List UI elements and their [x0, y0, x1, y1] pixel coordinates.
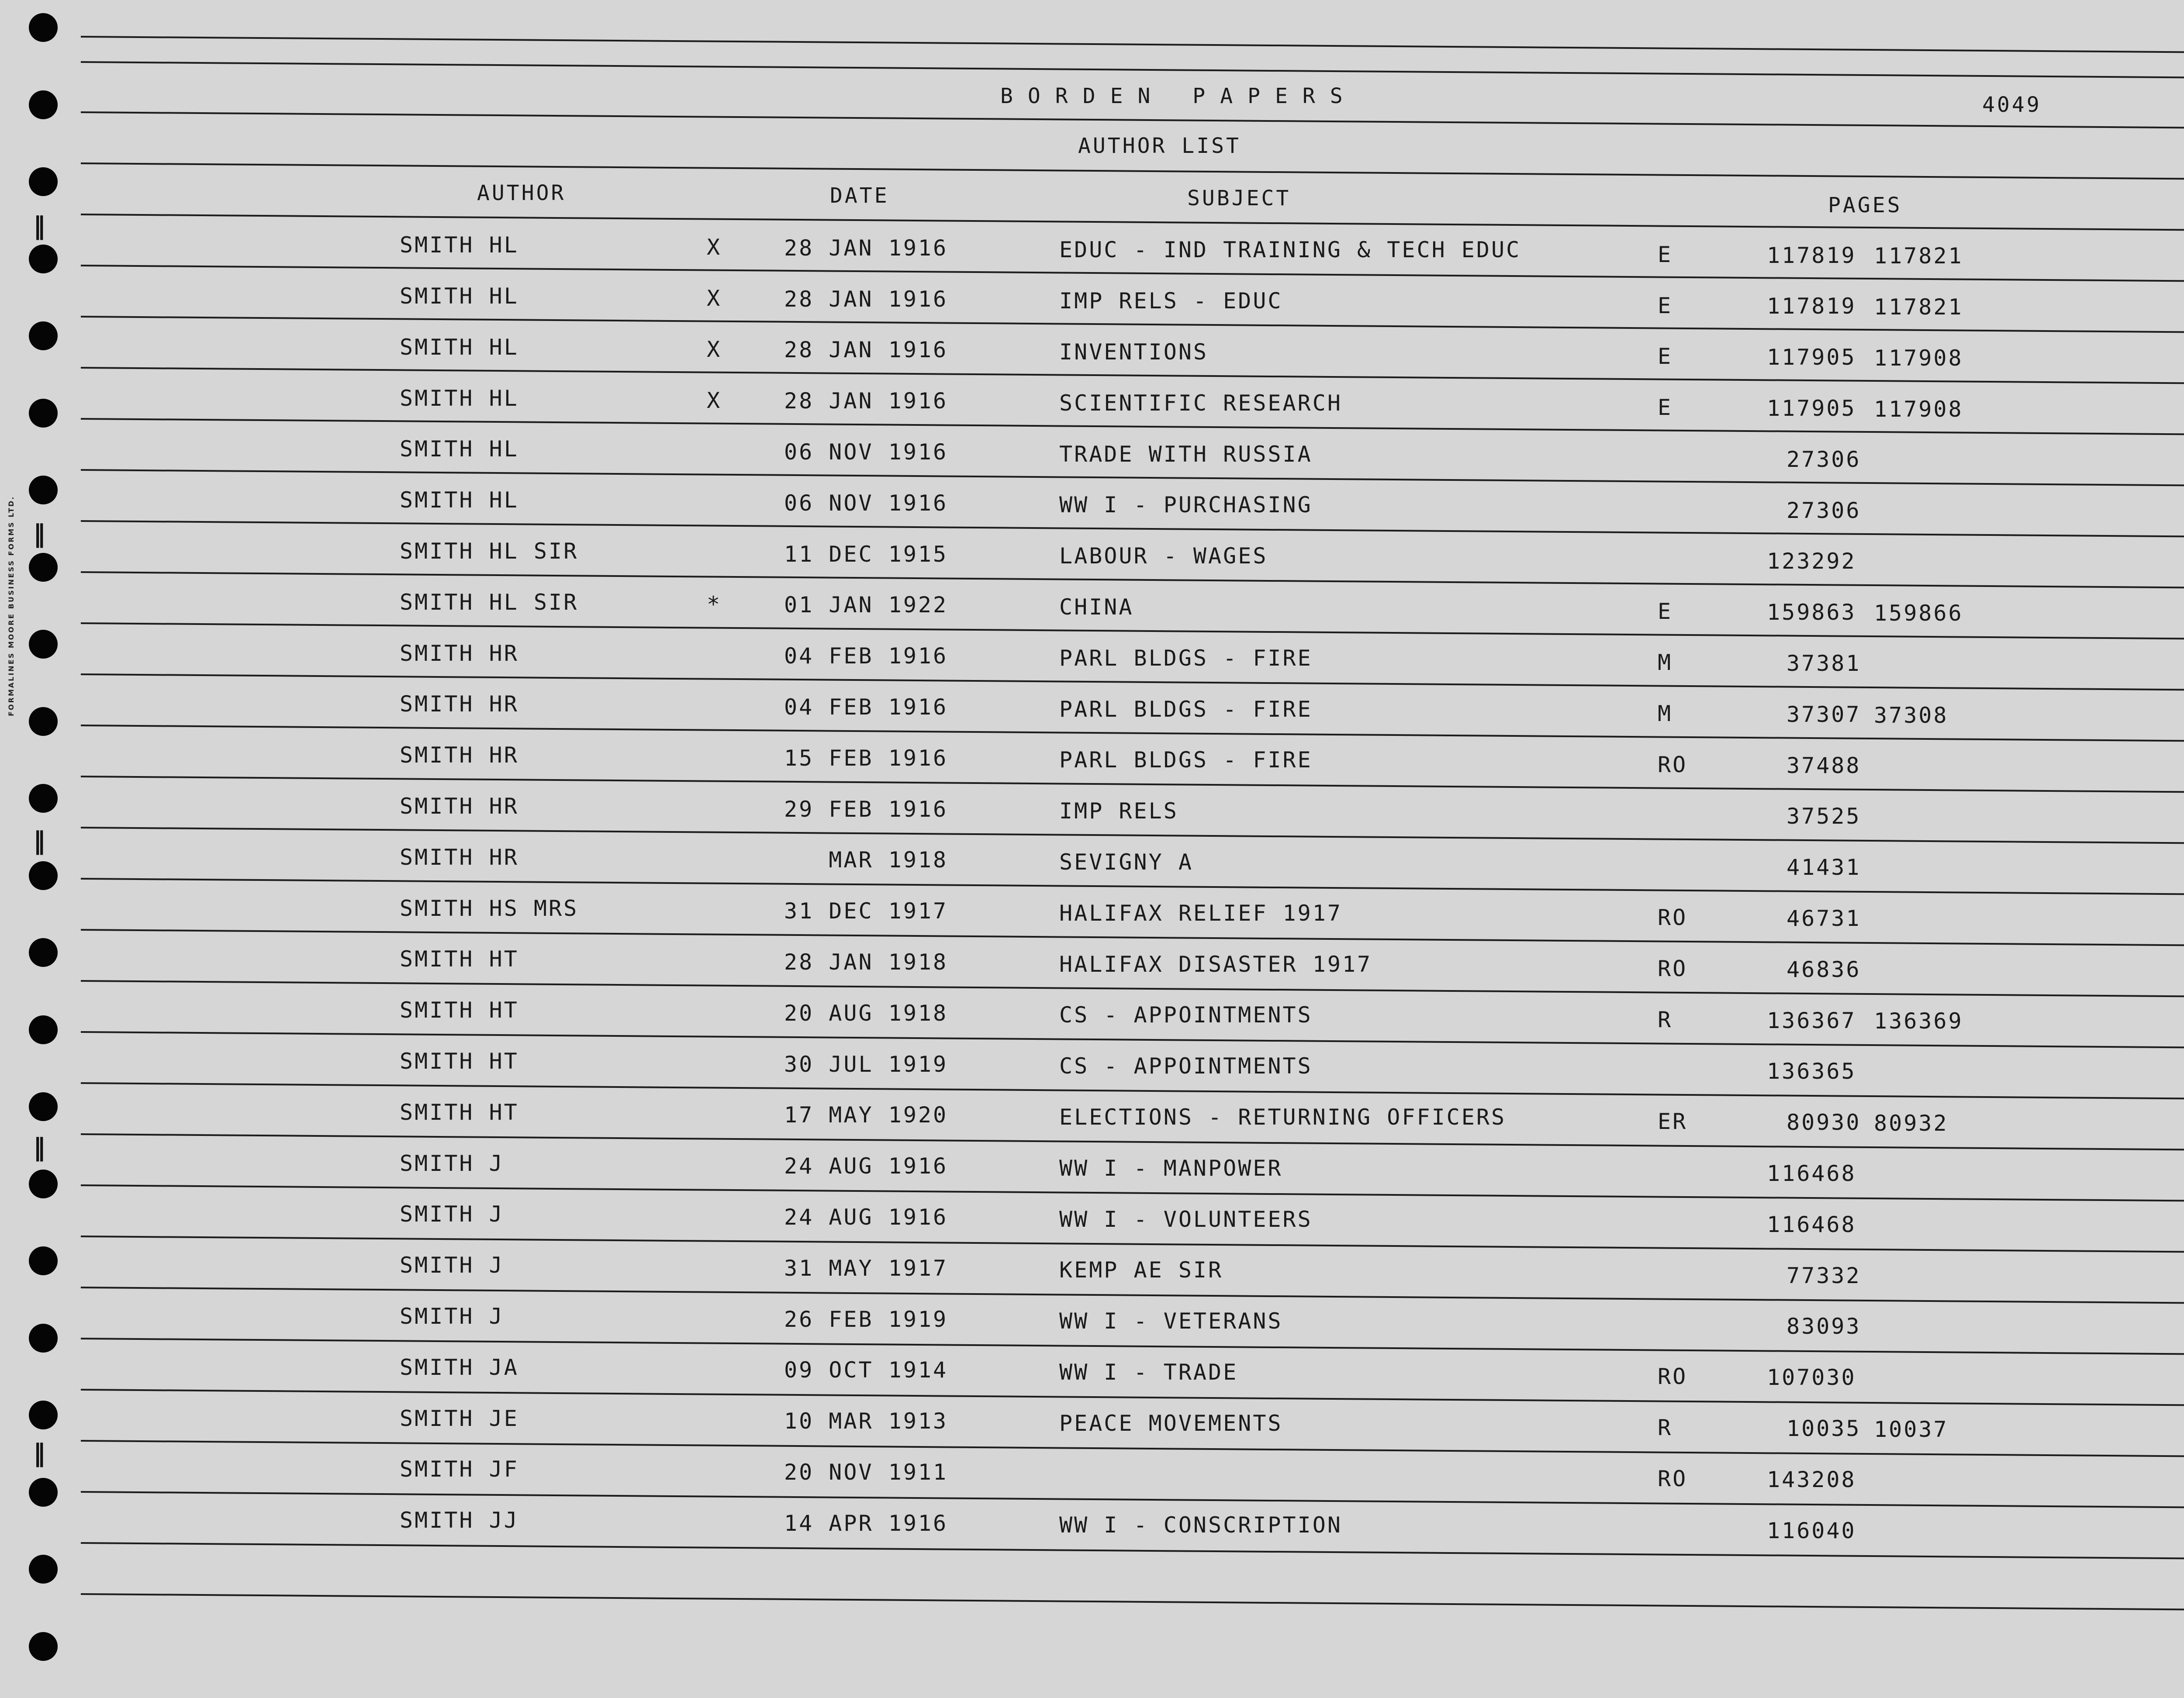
- ruling-line: [81, 1082, 2184, 1100]
- feed-hole: [29, 245, 58, 273]
- feed-hole: [29, 1401, 58, 1429]
- ruling-line: [81, 520, 2184, 538]
- row-page-start: 80930: [1787, 1110, 1861, 1135]
- feed-hole: [29, 399, 58, 428]
- perforation-mark: ‖: [33, 1133, 45, 1162]
- row-page-start: 116040: [1767, 1518, 1856, 1543]
- row-date: MAR 1918: [784, 847, 948, 873]
- row-page-start: 117819: [1767, 242, 1856, 268]
- column-header-subject: SUBJECT: [1187, 186, 1291, 211]
- row-author: SMITH HS MRS: [400, 895, 579, 921]
- row-code: ER: [1658, 1109, 1688, 1135]
- row-date: 06 NOV 1916: [784, 490, 948, 516]
- row-page-start: 41431: [1787, 855, 1861, 880]
- row-subject: PEACE MOVEMENTS: [1059, 1410, 1283, 1436]
- row-author: SMITH HL SIR: [400, 589, 579, 615]
- perforation-mark: ‖: [33, 520, 45, 548]
- row-author: SMITH HL: [400, 385, 519, 411]
- row-author: SMITH HR: [400, 844, 519, 870]
- row-subject: WW I - VOLUNTEERS: [1059, 1206, 1313, 1232]
- row-page-start: 10035: [1787, 1415, 1861, 1441]
- row-page-end: 37308: [1874, 702, 1949, 728]
- row-subject: HALIFAX DISASTER 1917: [1059, 951, 1372, 977]
- feed-hole: [29, 630, 58, 659]
- row-date: 17 MAY 1920: [784, 1102, 948, 1128]
- row-page-start: 143208: [1767, 1467, 1856, 1492]
- feed-hole: [29, 1555, 58, 1584]
- row-subject: EDUC - IND TRAINING & TECH EDUC: [1059, 237, 1521, 263]
- row-code: RO: [1658, 905, 1688, 931]
- row-code: E: [1658, 344, 1673, 369]
- row-author: SMITH HR: [400, 742, 519, 768]
- row-code: R: [1658, 1007, 1673, 1032]
- row-author: SMITH JA: [400, 1354, 519, 1380]
- row-page-start: 46731: [1787, 905, 1861, 931]
- ruling-line: [81, 418, 2184, 435]
- ruling-line: [81, 111, 2184, 129]
- row-mark: X: [707, 336, 722, 362]
- row-subject: IMP RELS: [1059, 798, 1178, 824]
- row-date: 30 JUL 1919: [784, 1051, 948, 1077]
- ruling-line: [81, 622, 2184, 640]
- row-page-start: 77332: [1787, 1263, 1861, 1288]
- feed-hole: [29, 1015, 58, 1044]
- row-author: SMITH HT: [400, 946, 519, 972]
- row-author: SMITH HL: [400, 487, 519, 513]
- feed-hole: [29, 861, 58, 890]
- row-subject: WW I - VETERANS: [1059, 1308, 1283, 1334]
- row-date: 29 FEB 1916: [784, 796, 948, 822]
- row-page-start: 83093: [1787, 1314, 1861, 1339]
- row-mark: X: [707, 235, 722, 260]
- row-subject: ELECTIONS - RETURNING OFFICERS: [1059, 1104, 1507, 1130]
- row-page-start: 27306: [1787, 497, 1861, 523]
- ruling-line: [81, 1389, 2184, 1406]
- column-header-author: AUTHOR: [477, 181, 566, 205]
- row-code: RO: [1658, 956, 1688, 981]
- row-page-start: 46836: [1787, 956, 1861, 982]
- ruling-line: [81, 1491, 2184, 1508]
- row-author: SMITH HR: [400, 640, 519, 666]
- row-page-start: 37488: [1787, 752, 1861, 778]
- feed-hole: [29, 321, 58, 350]
- row-date: 04 FEB 1916: [784, 694, 948, 720]
- row-date: 09 OCT 1914: [784, 1357, 948, 1383]
- row-author: SMITH JF: [400, 1456, 519, 1482]
- feed-hole: [29, 1170, 58, 1198]
- row-subject: CS - APPOINTMENTS: [1059, 1053, 1313, 1079]
- feed-hole: [29, 1478, 58, 1507]
- row-author: SMITH JJ: [400, 1508, 519, 1533]
- row-page-start: 159863: [1767, 600, 1856, 625]
- row-author: SMITH HL: [400, 232, 519, 258]
- row-subject: WW I - CONSCRIPTION: [1059, 1512, 1342, 1538]
- row-page-end: 10037: [1874, 1416, 1949, 1442]
- ruling-line: [81, 1542, 2184, 1560]
- row-subject: PARL BLDGS - FIRE: [1059, 696, 1313, 722]
- row-subject: SCIENTIFIC RESEARCH: [1059, 390, 1342, 416]
- row-page-end: 117821: [1874, 243, 1963, 269]
- row-date: 20 NOV 1911: [784, 1459, 948, 1485]
- row-author: SMITH HT: [400, 1099, 519, 1125]
- row-code: RO: [1658, 752, 1688, 777]
- feed-hole: [29, 1246, 58, 1275]
- ruling-line: [81, 1184, 2184, 1202]
- feed-hole: [29, 938, 58, 967]
- row-page-start: 37525: [1787, 804, 1861, 829]
- feed-hole: [29, 1632, 58, 1661]
- row-mark: *: [707, 591, 722, 617]
- row-page-end: 80932: [1874, 1111, 1949, 1136]
- row-code: M: [1658, 701, 1673, 726]
- row-page-start: 27306: [1787, 446, 1861, 472]
- row-author: SMITH HR: [400, 793, 519, 819]
- row-author: SMITH HT: [400, 1048, 519, 1074]
- ruling-line: [81, 878, 2184, 895]
- row-date: 06 NOV 1916: [784, 439, 948, 465]
- row-code: E: [1658, 293, 1673, 318]
- ruling-line: [81, 929, 2184, 946]
- row-page-start: 136367: [1767, 1008, 1856, 1033]
- row-author: SMITH HL: [400, 436, 519, 462]
- ruling-line: [81, 725, 2184, 742]
- row-code: RO: [1658, 1364, 1688, 1390]
- row-subject: LABOUR - WAGES: [1059, 543, 1268, 569]
- row-date: 31 MAY 1917: [784, 1255, 948, 1281]
- row-date: 31 DEC 1917: [784, 898, 948, 924]
- row-subject: IMP RELS - EDUC: [1059, 288, 1283, 314]
- ruling-line: [81, 827, 2184, 844]
- row-page-start: 123292: [1767, 549, 1856, 574]
- ruling-line: [81, 1287, 2184, 1304]
- ruling-line: [81, 1338, 2184, 1355]
- row-date: 20 AUG 1918: [784, 1000, 948, 1026]
- row-author: SMITH J: [400, 1201, 504, 1227]
- row-date: 14 APR 1916: [784, 1510, 948, 1536]
- row-subject: INVENTIONS: [1059, 339, 1209, 365]
- feed-hole: [29, 707, 58, 736]
- row-date: 28 JAN 1916: [784, 337, 948, 363]
- row-author: SMITH HR: [400, 691, 519, 717]
- row-page-start: 37307: [1787, 701, 1861, 727]
- row-page-end: 117821: [1874, 294, 1963, 320]
- ruling-line: [81, 469, 2184, 487]
- row-subject: PARL BLDGS - FIRE: [1059, 747, 1313, 773]
- margin-imprint: FORMALINES MOORE BUSINESS FORMS LTD.: [7, 495, 15, 716]
- ruling-line: [81, 1133, 2184, 1151]
- row-page-start: 117905: [1767, 395, 1856, 421]
- feed-hole: [29, 167, 58, 196]
- row-page-start: 116468: [1767, 1160, 1856, 1186]
- column-header-date: DATE: [830, 183, 889, 208]
- row-date: 28 JAN 1916: [784, 286, 948, 312]
- feed-hole: [29, 784, 58, 813]
- row-date: 01 JAN 1922: [784, 592, 948, 618]
- feed-hole: [29, 1324, 58, 1353]
- row-page-end: 117908: [1874, 396, 1963, 422]
- row-subject: WW I - PURCHASING: [1059, 492, 1313, 518]
- row-code: M: [1658, 650, 1673, 676]
- row-date: 04 FEB 1916: [784, 643, 948, 669]
- row-subject: WW I - TRADE: [1059, 1360, 1238, 1385]
- row-page-start: 116468: [1767, 1211, 1856, 1237]
- ruling-line: [81, 571, 2184, 589]
- ruling-line: [81, 1440, 2184, 1457]
- ruling-line: [81, 1593, 2184, 1611]
- ruling-line: [81, 36, 2184, 53]
- row-subject: TRADE WITH RUSSIA: [1059, 441, 1313, 467]
- row-subject: CS - APPOINTMENTS: [1059, 1002, 1313, 1028]
- row-date: 28 JAN 1916: [784, 388, 948, 414]
- row-date: 26 FEB 1919: [784, 1306, 948, 1332]
- ruling-line: [81, 367, 2184, 384]
- row-subject: SEVIGNY A: [1059, 849, 1193, 875]
- row-code: RO: [1658, 1466, 1688, 1491]
- ruling-line: [81, 316, 2184, 333]
- row-date: 28 JAN 1918: [784, 949, 948, 975]
- row-subject: KEMP AE SIR: [1059, 1257, 1223, 1283]
- feed-hole: [29, 1092, 58, 1121]
- row-author: SMITH J: [400, 1253, 504, 1278]
- feed-hole: [29, 90, 58, 119]
- row-page-start: 136365: [1767, 1059, 1856, 1084]
- row-subject: HALIFAX RELIEF 1917: [1059, 900, 1342, 926]
- row-author: SMITH JE: [400, 1405, 519, 1431]
- row-code: E: [1658, 242, 1673, 267]
- row-code: R: [1658, 1415, 1673, 1441]
- row-page-start: 117819: [1767, 293, 1856, 319]
- row-author: SMITH J: [400, 1303, 504, 1329]
- ruling-line: [81, 162, 2184, 180]
- row-subject: PARL BLDGS - FIRE: [1059, 645, 1313, 671]
- row-author: SMITH HL: [400, 334, 519, 360]
- ruling-line: [81, 1236, 2184, 1253]
- row-code: E: [1658, 395, 1673, 421]
- row-page-end: 136369: [1874, 1008, 1963, 1034]
- row-code: E: [1658, 599, 1673, 625]
- row-date: 15 FEB 1916: [784, 745, 948, 771]
- row-page-start: 107030: [1767, 1365, 1856, 1391]
- document-subtitle: AUTHOR LIST: [1078, 134, 1241, 158]
- row-mark: X: [707, 286, 722, 311]
- ruling-line: [81, 980, 2184, 997]
- perforation-mark: ‖: [33, 212, 45, 240]
- page-number: 4049: [1982, 93, 2042, 117]
- feed-hole: [29, 476, 58, 504]
- row-page-start: 37381: [1787, 650, 1861, 676]
- row-page-end: 159866: [1874, 601, 1963, 626]
- row-subject: WW I - MANPOWER: [1059, 1155, 1283, 1181]
- ruling-line: [81, 61, 2184, 79]
- row-mark: X: [707, 387, 722, 413]
- row-date: 10 MAR 1913: [784, 1408, 948, 1434]
- ruling-line: [81, 265, 2184, 282]
- perforation-mark: ‖: [33, 827, 45, 855]
- column-header-pages: PAGES: [1828, 193, 1902, 217]
- row-author: SMITH J: [400, 1150, 504, 1176]
- ruling-line: [81, 1031, 2184, 1049]
- ruling-line: [81, 776, 2184, 793]
- row-author: SMITH HL SIR: [400, 538, 579, 564]
- perforation-mark: ‖: [33, 1439, 45, 1467]
- document-title: BORDEN PAPERS: [1000, 84, 1358, 108]
- row-author: SMITH HT: [400, 997, 519, 1023]
- row-date: 24 AUG 1916: [784, 1204, 948, 1230]
- ruling-line: [81, 673, 2184, 691]
- row-date: 28 JAN 1916: [784, 235, 948, 261]
- row-author: SMITH HL: [400, 283, 519, 309]
- row-date: 11 DEC 1915: [784, 541, 948, 567]
- row-subject: CHINA: [1059, 594, 1134, 620]
- row-page-start: 117905: [1767, 345, 1856, 370]
- feed-hole: [29, 13, 58, 42]
- row-page-end: 117908: [1874, 345, 1963, 371]
- feed-hole: [29, 553, 58, 582]
- row-date: 24 AUG 1916: [784, 1153, 948, 1179]
